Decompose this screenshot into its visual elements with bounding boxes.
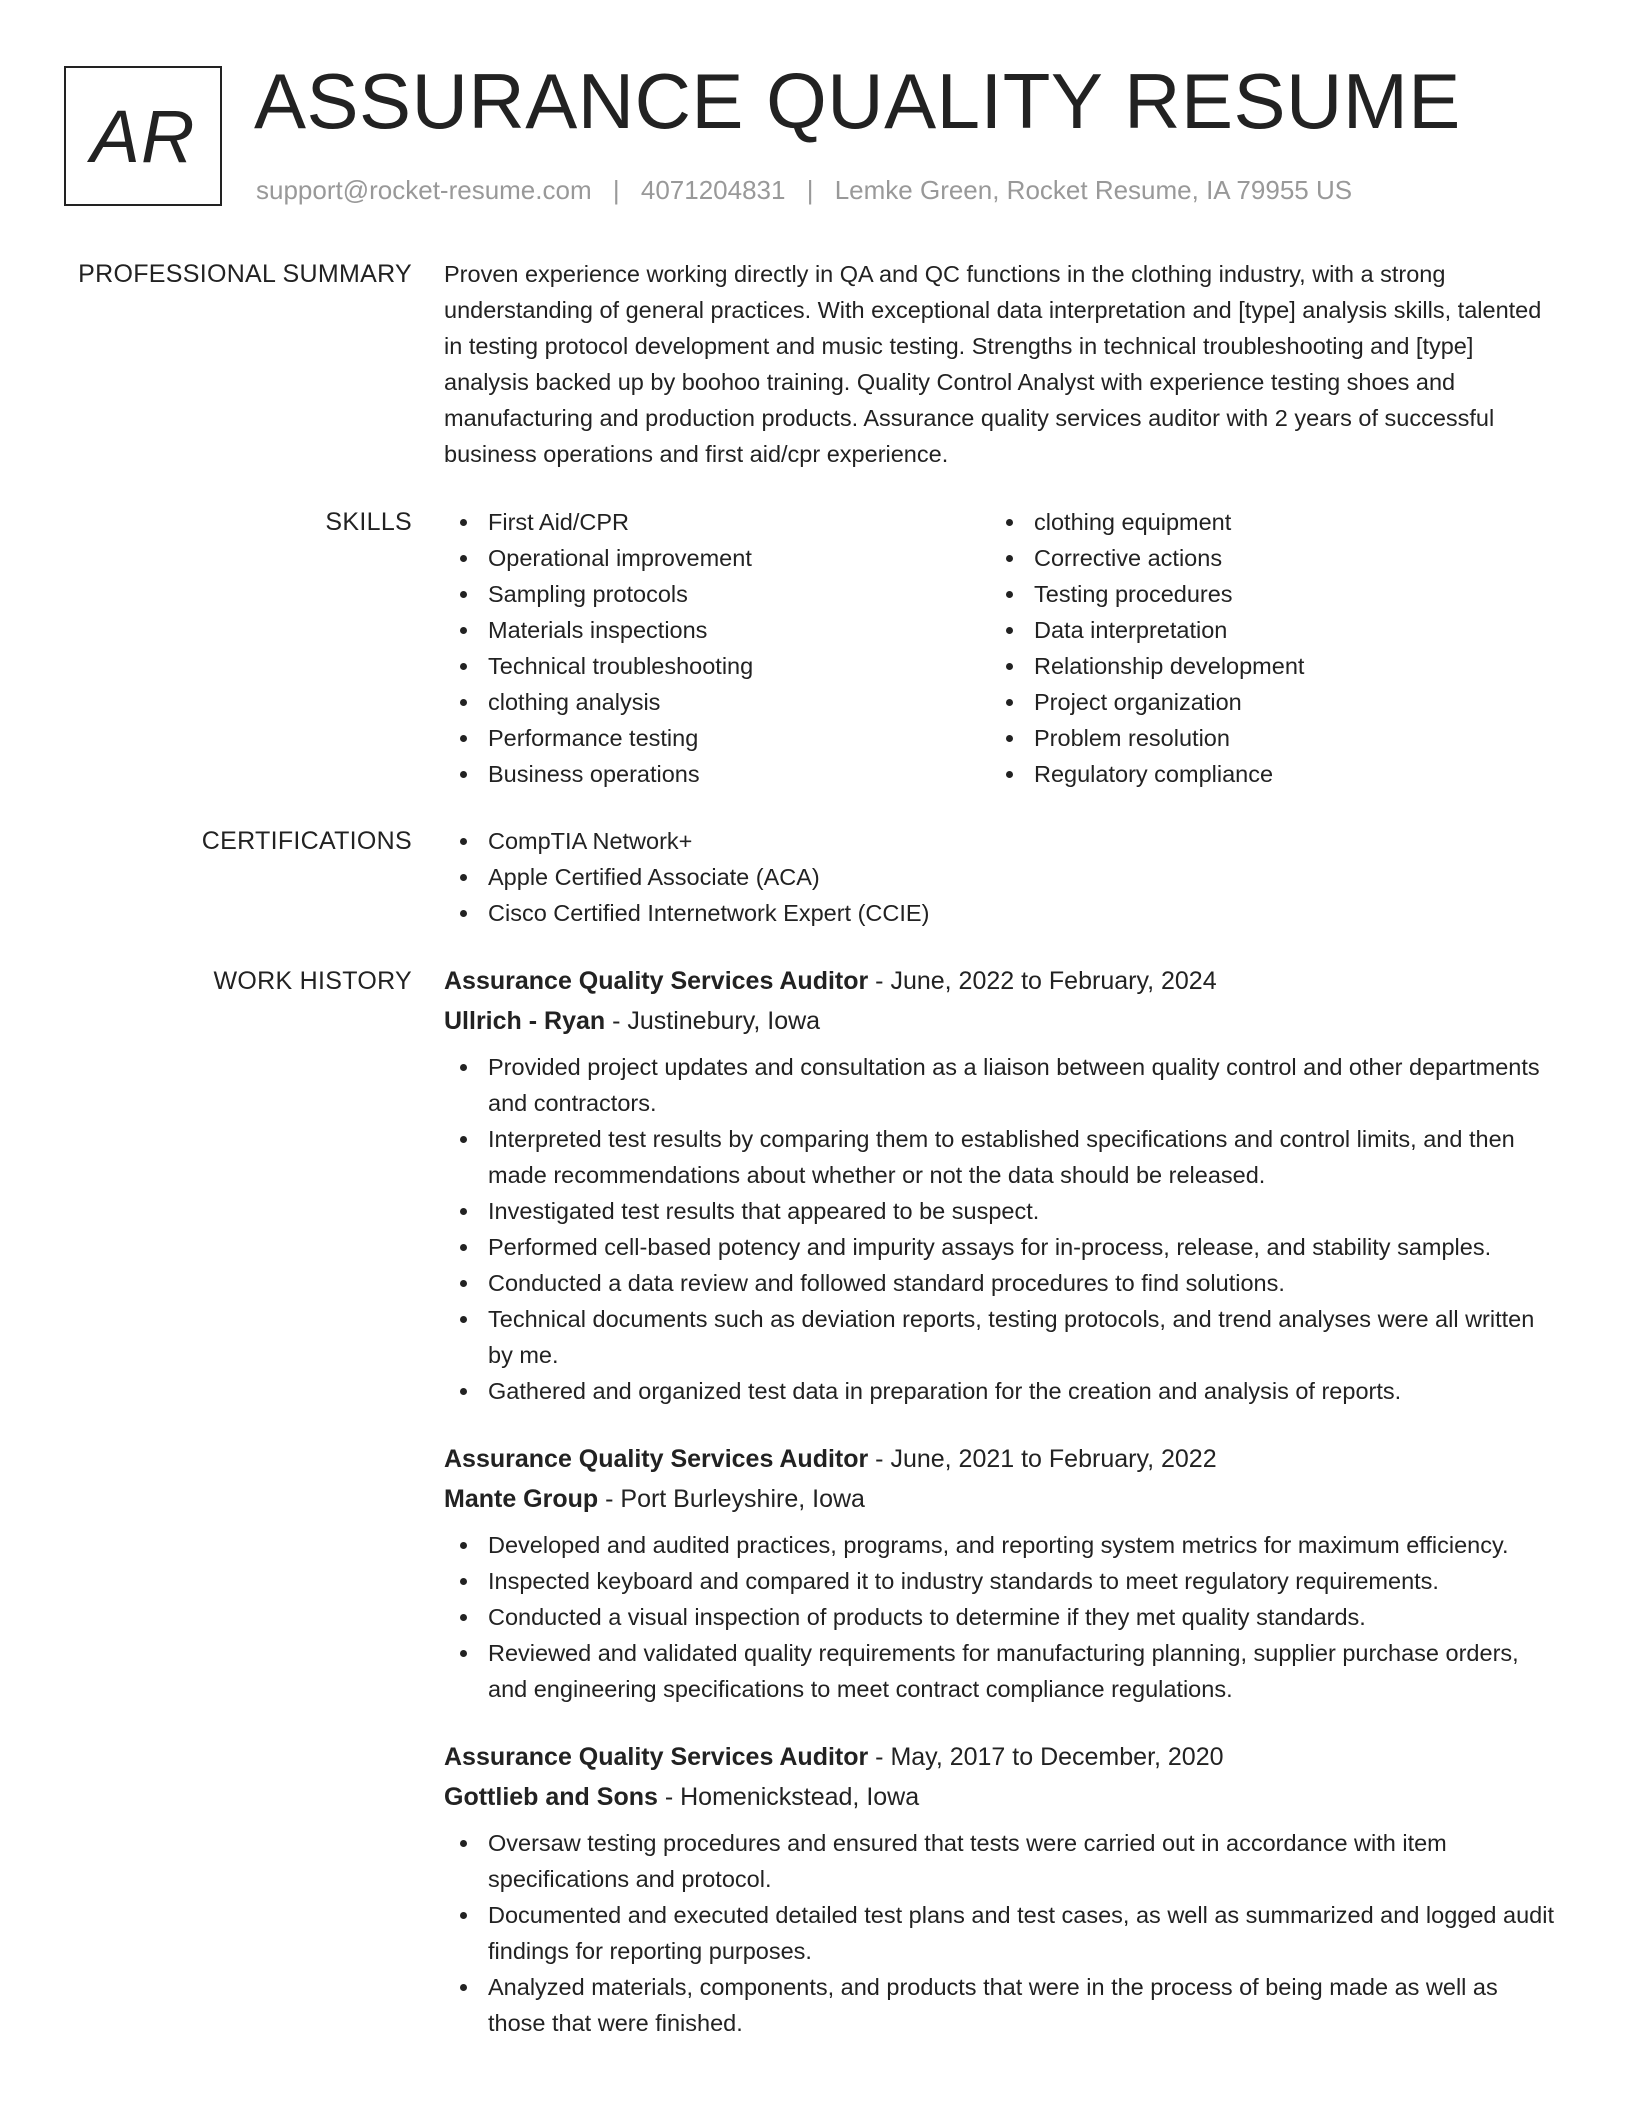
job-duty-item: Reviewed and validated quality requirements for manufacturing planning, supplier purchase orders, and engineering specifications to meet contract compliance regulations. xyxy=(444,1635,1556,1707)
job-entry xyxy=(444,1737,1556,2041)
contact-separator: | xyxy=(612,175,620,205)
job-duty-item: Provided project updates and consultation as a liaison between quality control and other departments and contractors. xyxy=(444,1049,1556,1121)
job-duty-item: Performed cell-based potency and impurity assays for in-process, release, and stability samples. xyxy=(444,1229,1556,1265)
section-heading-summary: PROFESSIONAL SUMMARY xyxy=(78,260,412,288)
job-title-line xyxy=(444,1737,1556,1777)
job-duty-item: Gathered and organized test data in preparation for the creation and analysis of reports. xyxy=(444,1373,1556,1409)
job-dates: - June, 2021 to February, 2022 xyxy=(868,1445,1217,1473)
job-company-line xyxy=(444,1777,1556,1817)
skill-item: Relationship development xyxy=(990,648,1536,684)
contact-separator: | xyxy=(806,175,814,205)
skill-item: Corrective actions xyxy=(990,540,1536,576)
section-heading-skills: SKILLS xyxy=(325,508,412,536)
job-location: - Port Burleyshire, Iowa xyxy=(598,1485,865,1513)
skill-item: Materials inspections xyxy=(444,612,990,648)
job-title-line xyxy=(444,961,1556,1001)
skill-item: Operational improvement xyxy=(444,540,990,576)
job-duty-item: Inspected keyboard and compared it to industry standards to meet regulatory requirements. xyxy=(444,1563,1556,1599)
job-title: Assurance Quality Services Auditor xyxy=(444,1445,869,1473)
job-location: - Justinebury, Iowa xyxy=(605,1007,821,1035)
job-company-line xyxy=(444,1001,1556,1041)
skill-item: Performance testing xyxy=(444,720,990,756)
contact-line xyxy=(256,174,1352,206)
skills-column-left xyxy=(444,504,990,792)
job-duty-item: Conducted a data review and followed standard procedures to find solutions. xyxy=(444,1265,1556,1301)
job-dates: - June, 2022 to February, 2024 xyxy=(868,967,1217,995)
job-title-line xyxy=(444,1439,1556,1479)
work-history-list xyxy=(444,961,1556,2071)
skills-column-right xyxy=(990,504,1536,792)
skill-item: First Aid/CPR xyxy=(444,504,990,540)
job-duty-item: Documented and executed detailed test plans and test cases, as well as summarized and logged audit findings for reporting purposes. xyxy=(444,1897,1556,1969)
certification-item: Cisco Certified Internetwork Expert (CCIE) xyxy=(444,895,1556,931)
job-duties xyxy=(444,1825,1556,2041)
monogram-logo: AR xyxy=(64,66,222,206)
skill-item: clothing analysis xyxy=(444,684,990,720)
contact-phone[interactable]: 4071204831 xyxy=(640,175,786,205)
job-title: Assurance Quality Services Auditor xyxy=(444,1743,869,1771)
job-title: Assurance Quality Services Auditor xyxy=(444,967,869,995)
job-entry xyxy=(444,1439,1556,1707)
contact-address: Lemke Green, Rocket Resume, IA 79955 US xyxy=(834,175,1353,205)
job-location: - Homenickstead, Iowa xyxy=(657,1783,920,1811)
job-duties xyxy=(444,1527,1556,1707)
job-duty-item: Analyzed materials, components, and products that were in the process of being made as well as those that were finished. xyxy=(444,1969,1556,2041)
skill-item: Data interpretation xyxy=(990,612,1536,648)
job-company: Mante Group xyxy=(444,1485,599,1513)
job-duty-item: Interpreted test results by comparing them to established specifications and control limits, and then made recommendations about whether or not the data should be released. xyxy=(444,1121,1556,1193)
contact-email[interactable]: support@rocket-resume.com xyxy=(256,175,592,205)
skill-item: Sampling protocols xyxy=(444,576,990,612)
skill-item: Testing procedures xyxy=(990,576,1536,612)
job-entry xyxy=(444,961,1556,1409)
section-heading-certifications: CERTIFICATIONS xyxy=(201,827,412,855)
skill-item: Problem resolution xyxy=(990,720,1536,756)
resume-title: ASSURANCE QUALITY RESUME xyxy=(254,57,1461,145)
skill-item: Project organization xyxy=(990,684,1536,720)
section-heading-work-history: WORK HISTORY xyxy=(213,967,412,995)
certification-item: Apple Certified Associate (ACA) xyxy=(444,859,1556,895)
skill-item: Technical troubleshooting xyxy=(444,648,990,684)
skill-item: Business operations xyxy=(444,756,990,792)
job-duty-item: Oversaw testing procedures and ensured that tests were carried out in accordance with item specifications and protocol. xyxy=(444,1825,1556,1897)
skill-item: Regulatory compliance xyxy=(990,756,1536,792)
certification-item: CompTIA Network+ xyxy=(444,823,1556,859)
skill-item: clothing equipment xyxy=(990,504,1536,540)
job-company: Gottlieb and Sons xyxy=(444,1783,658,1811)
skills-list xyxy=(444,504,1556,792)
job-duty-item: Technical documents such as deviation reports, testing protocols, and trend analyses were all written by me. xyxy=(444,1301,1556,1373)
job-duties xyxy=(444,1049,1556,1409)
job-duty-item: Investigated test results that appeared to be suspect. xyxy=(444,1193,1556,1229)
job-dates: - May, 2017 to December, 2020 xyxy=(868,1743,1224,1771)
job-duty-item: Conducted a visual inspection of products to determine if they met quality standards. xyxy=(444,1599,1556,1635)
job-company: Ullrich - Ryan xyxy=(444,1007,606,1035)
job-company-line xyxy=(444,1479,1556,1519)
certifications-list xyxy=(444,823,1556,931)
job-duty-item: Developed and audited practices, programs, and reporting system metrics for maximum efficiency. xyxy=(444,1527,1556,1563)
summary-text: Proven experience working directly in QA and QC functions in the clothing industry, with a strong understanding of general practices. With exceptional data interpretation and [type] analysis skills, talented in testing protocol development and music testing. Strengths in technical troubleshooting and [type] analysis backed up by boohoo training. Quality Control Analyst with experience testing shoes and manufacturing and production products. Assurance quality services auditor with 2 years of successful business operations and first aid/cpr experience. xyxy=(444,261,1542,467)
